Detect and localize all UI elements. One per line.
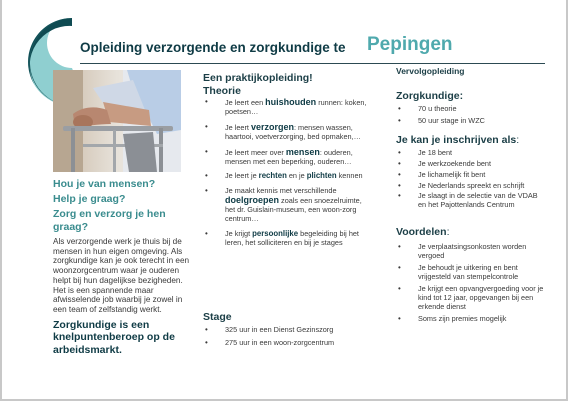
list-item: • Soms zijn premies mogelijk <box>396 315 546 324</box>
list-item: • Je 18 bent <box>396 149 546 158</box>
page-border-left <box>0 0 2 401</box>
benefits-list <box>396 243 546 323</box>
knelpunt-statement <box>53 319 193 357</box>
enrollment-heading: Je kan je inschrijven als: <box>396 133 520 146</box>
list-item: • 325 uur in een Dienst Gezinszorg <box>203 326 373 335</box>
intro-paragraph: Als verzorgende werk je thuis bij de mensen in hun eigen omgeving. Als zorgkundige kan je ook terecht in een woonzorgcentrum waar je ouderen helpt bij hun dagelijkse bezigheden. Het is een spannende maar afwisselende job waarbij je zowel in een team of zelfstandig werkt. <box>53 237 190 314</box>
list-item: • 70 u theorie <box>396 105 546 114</box>
zorgkundige-list <box>396 105 546 126</box>
knelpunt-text: Zorgkundige is een knelpuntenberoep op de arbeidsmarkt <box>53 318 175 356</box>
list-item: • Je leert verzorgen: mensen wassen, haartooi, voetverzorging, bed opmaken,… <box>203 123 368 142</box>
follow-up-heading: Vervolgopleiding <box>396 66 465 76</box>
intro-column <box>53 178 193 356</box>
stage-heading: Stage <box>203 311 232 323</box>
page-title: Opleiding verzorgende en zorgkundige te <box>80 40 346 55</box>
list-item: • Je leert meer over mensen: ouderen, mensen met een beperking, ouderen… <box>203 148 368 167</box>
knelpunt-period: . <box>118 343 122 356</box>
list-item: • Je lichamelijk fit bent <box>396 171 546 180</box>
page-header <box>80 34 550 62</box>
theory-heading: Theorie <box>203 85 241 97</box>
zorgkundige-heading: Zorgkundige: <box>396 90 464 102</box>
header-divider <box>80 63 545 64</box>
theory-list <box>203 98 368 248</box>
theory-column <box>203 72 368 254</box>
enrollment-list <box>396 149 546 210</box>
list-item: • Je krijgt een opvangvergoeding voor je kind tot 12 jaar, opgevangen bij een erkende dienst <box>396 285 546 312</box>
list-item: • Je krijgt persoonlijke begeleiding bij het leren, het solliciteren en bij je stages <box>203 230 368 248</box>
list-item: • Je leert je rechten en je plichten kennen <box>203 172 368 181</box>
question-love-people: Hou je van mensen? <box>53 178 156 190</box>
page-title-city: Pepingen <box>367 34 453 55</box>
question-care: Zorg en verzorg je hen graag? <box>53 208 166 233</box>
elderly-person-walker-photo <box>53 70 181 172</box>
list-item: • Je Nederlands spreekt en schrijft <box>396 182 546 191</box>
info-column <box>396 66 546 327</box>
benefits-heading: Voordelen: <box>396 226 450 239</box>
practical-training-heading: Een praktijkopleiding! <box>203 72 313 84</box>
list-item: • Je leert een huishouden runnen: koken, poetsen… <box>203 98 368 117</box>
stage-list <box>203 326 373 352</box>
list-item: • Je werkzoekende bent <box>396 160 546 169</box>
list-item: • Je behoudt je uitkering en bent vrijgesteld van stempelcontrole <box>396 264 546 282</box>
list-item: • 50 uur stage in WZC <box>396 117 546 126</box>
list-item: • Je slaagt in de selectie van de VDAB en het Pajottenlands Centrum <box>396 192 546 210</box>
list-item: • Je verplaatsingsonkosten worden vergoed <box>396 243 546 261</box>
question-help: Help je graag? <box>53 193 126 205</box>
list-item: • Je maakt kennis met verschillende doelgroepen zoals een snoezelruimte, het dr. Guislain-museum, een woon-zorg centrum… <box>203 187 368 224</box>
list-item: • 275 uur in een woon-zorgcentrum <box>203 339 373 348</box>
